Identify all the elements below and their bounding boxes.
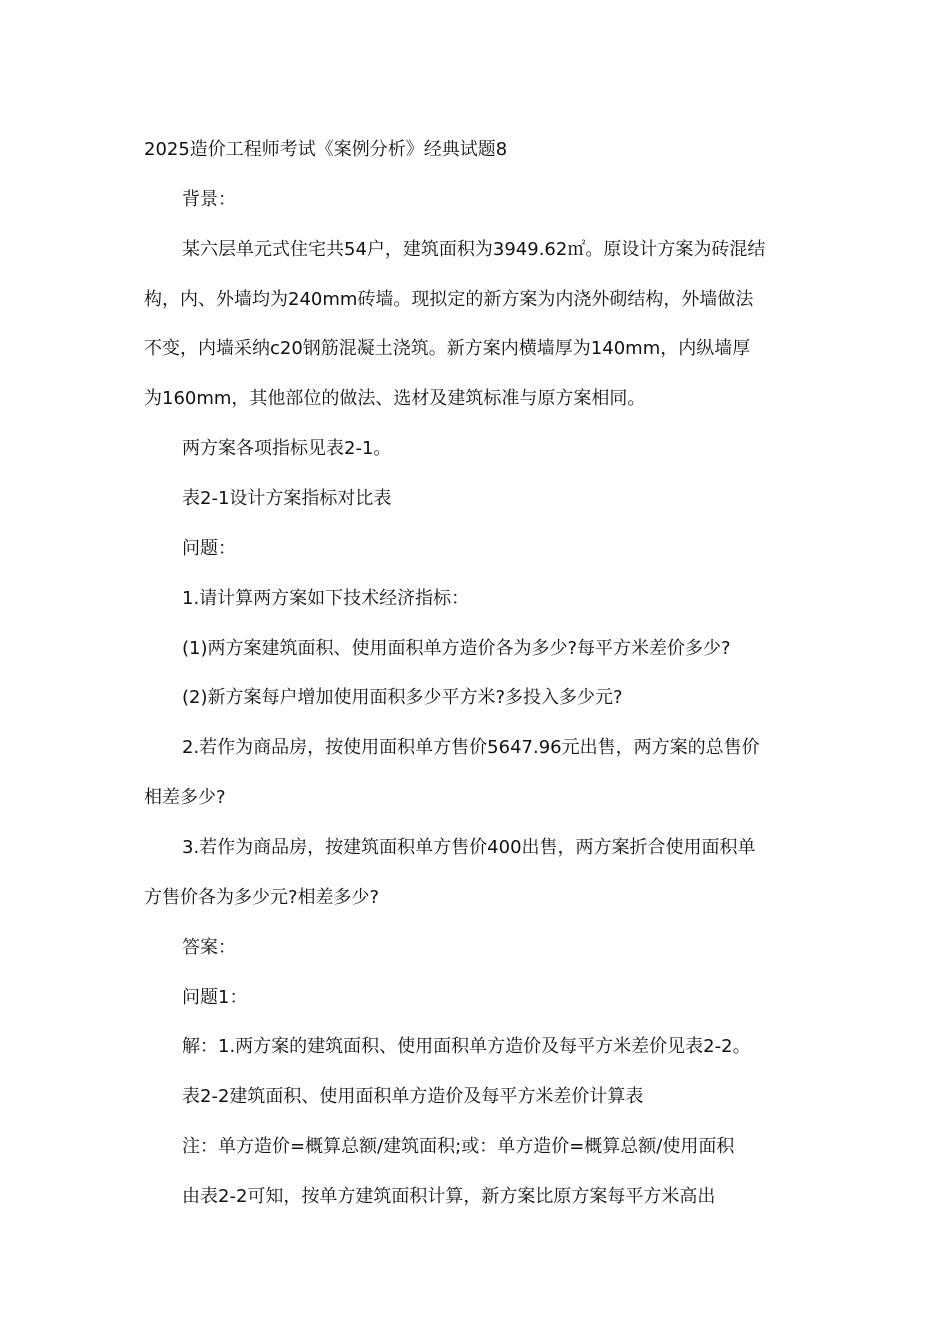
conclusion-line: 由表2-2可知，按单方建筑面积计算，新方案比原方案每平方米高出	[182, 1186, 716, 1207]
paragraph-line: 两方案各项指标见表2-1。	[182, 438, 392, 459]
paragraph-line-background-label: 背景：	[182, 189, 236, 210]
question-2: 2.若作为商品房，按使用面积单方售价5647.96元出售，两方案的总售价	[182, 737, 760, 758]
answer-question-1-label: 问题1：	[182, 987, 248, 1008]
paragraph-line: 为160mm，其他部位的做法、选材及建筑标准与原方案相同。	[144, 388, 646, 409]
table-caption-2-2: 表2-2建筑面积、使用面积单方造价及每平方米差价计算表	[182, 1086, 644, 1107]
question-3: 3.若作为商品房，按建筑面积单方售价400出售，两方案折合使用面积单	[182, 837, 756, 858]
document-title: 2025造价工程师考试《案例分析》经典试题8	[144, 139, 508, 160]
paragraph-line: 构，内、外墙均为240mm砖墙。现拟定的新方案为内浇外砌结构，外墙做法	[144, 289, 754, 310]
question-3-continued: 方售价各为多少元?相差多少?	[144, 887, 380, 908]
answer-solution-line: 解：1.两方案的建筑面积、使用面积单方造价及每平方米差价见表2-2。	[182, 1036, 751, 1057]
question-1-part-2: (2)新方案每户增加使用面积多少平方米?多投入多少元?	[182, 687, 623, 708]
paragraph-line: 不变，内墙采纳c20钢筋混凝土浇筑。新方案内横墙厚为140mm，内纵墙厚	[144, 338, 751, 359]
question-1: 1.请计算两方案如下技术经济指标：	[182, 588, 470, 609]
note-line: 注：单方造价=概算总额/建筑面积;或：单方造价=概算总额/使用面积	[182, 1136, 735, 1157]
paragraph-line: 某六层单元式住宅共54户，建筑面积为3949.62㎡。原设计方案为砖混结	[182, 239, 766, 260]
table-caption-2-1: 表2-1设计方案指标对比表	[182, 488, 392, 509]
questions-label: 问题：	[182, 538, 236, 559]
question-2-continued: 相差多少?	[144, 787, 226, 808]
question-1-part-1: (1)两方案建筑面积、使用面积单方造价各为多少?每平方米差价多少?	[182, 638, 731, 659]
answer-label: 答案：	[182, 937, 236, 958]
